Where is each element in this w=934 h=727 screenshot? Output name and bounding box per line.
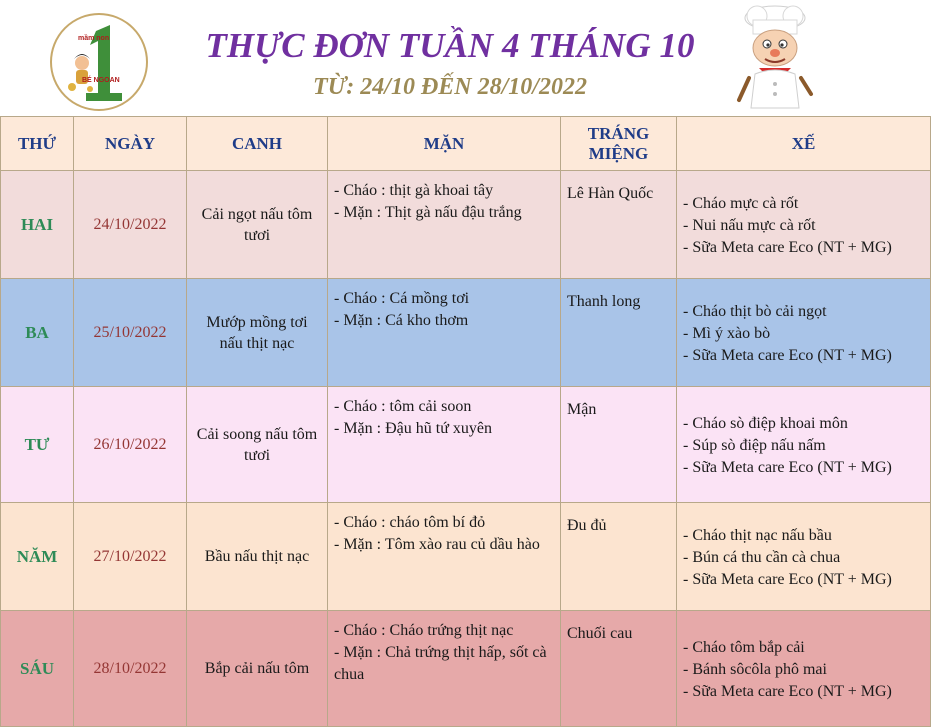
snack-line: - Sữa Meta care Eco (NT + MG) bbox=[683, 682, 892, 700]
day-cell: BA bbox=[1, 279, 74, 387]
main-dish-cell bbox=[328, 503, 561, 611]
snack-cell bbox=[677, 387, 931, 503]
main-dish-cell bbox=[328, 611, 561, 727]
date-cell: 27/10/2022 bbox=[74, 503, 187, 611]
school-logo-icon bbox=[52, 15, 146, 109]
soup-cell: Bầu nấu thịt nạc bbox=[187, 503, 328, 611]
snack-line: - Cháo mực cà rốt bbox=[683, 194, 799, 212]
main-dish-line: - Cháo : tôm cải soon bbox=[334, 398, 472, 415]
header-trang-mieng-line2: MIỆNG bbox=[588, 143, 649, 163]
snack-line: - Sữa Meta care Eco (NT + MG) bbox=[683, 238, 892, 256]
snack-line: - Cháo tôm bắp cải bbox=[683, 638, 805, 656]
main-dish-cell bbox=[328, 171, 561, 279]
header-thu: THỨ bbox=[1, 117, 74, 171]
table-row bbox=[1, 611, 931, 727]
snack-line: - Sữa Meta care Eco (NT + MG) bbox=[683, 458, 892, 476]
snack-cell bbox=[677, 503, 931, 611]
table-row bbox=[1, 387, 931, 503]
soup-cell: Bắp cải nấu tôm bbox=[187, 611, 328, 727]
main-dish-line: - Mặn : Tôm xào rau củ dầu hào bbox=[334, 536, 540, 553]
main-dish-cell bbox=[328, 387, 561, 503]
main-dish-cell bbox=[328, 279, 561, 387]
date-cell: 28/10/2022 bbox=[74, 611, 187, 727]
snack-cell bbox=[677, 611, 931, 727]
main-dish-line: - Cháo : Cá mồng tơi bbox=[334, 290, 470, 307]
snack-line: - Mì ý xào bò bbox=[683, 324, 771, 342]
snack-line: - Bánh sôcôla phô mai bbox=[683, 660, 827, 678]
page-header bbox=[0, 0, 934, 116]
snack-line: - Sữa Meta care Eco (NT + MG) bbox=[683, 570, 892, 588]
date-cell: 24/10/2022 bbox=[74, 171, 187, 279]
soup-cell: Cải soong nấu tôm tươi bbox=[187, 387, 328, 503]
page-subtitle: TỪ: 24/10 ĐẾN 28/10/2022 bbox=[313, 74, 587, 100]
main-dish-line: - Cháo : cháo tôm bí đỏ bbox=[334, 514, 486, 531]
snack-cell bbox=[677, 171, 931, 279]
soup-cell: Mướp mồng tơi nấu thịt nạc bbox=[187, 279, 328, 387]
dessert-cell: Lê Hàn Quốc bbox=[561, 171, 677, 279]
logo-tagline: mầm non bbox=[78, 35, 110, 42]
table-row bbox=[1, 279, 931, 387]
snack-cell bbox=[677, 279, 931, 387]
school-logo bbox=[50, 13, 148, 111]
weekly-menu-table bbox=[0, 116, 931, 727]
header-trang-mieng bbox=[561, 117, 677, 171]
day-cell: HAI bbox=[1, 171, 74, 279]
header-trang-mieng-line1: TRÁNG bbox=[587, 123, 650, 143]
table-row bbox=[1, 503, 931, 611]
snack-line: - Nui nấu mực cà rốt bbox=[683, 216, 816, 234]
soup-cell: Cải ngọt nấu tôm tươi bbox=[187, 171, 328, 279]
date-cell: 25/10/2022 bbox=[74, 279, 187, 387]
main-dish-line: - Cháo : Cháo trứng thịt nạc bbox=[334, 622, 514, 639]
logo-school-name: BÉ NGOAN bbox=[82, 77, 120, 84]
day-cell: NĂM bbox=[1, 503, 74, 611]
table-header-row bbox=[1, 117, 931, 171]
snack-line: - Bún cá thu cần cà chua bbox=[683, 548, 841, 566]
dessert-cell: Thanh long bbox=[561, 279, 677, 387]
day-cell: TƯ bbox=[1, 387, 74, 503]
main-dish-line: - Cháo : thịt gà khoai tây bbox=[334, 182, 494, 199]
page-title: THỰC ĐƠN TUẦN 4 THÁNG 10 bbox=[205, 26, 695, 65]
main-dish-line: - Mặn : Đậu hũ tứ xuyên bbox=[334, 420, 492, 437]
main-dish-line: - Mặn : Chả trứng thịt hấp, sốt cà chua bbox=[334, 644, 547, 683]
date-cell: 26/10/2022 bbox=[74, 387, 187, 503]
main-dish-line: - Mặn : Cá kho thơm bbox=[334, 312, 469, 329]
chef-mascot-icon bbox=[735, 4, 815, 112]
header-canh: CANH bbox=[187, 117, 328, 171]
snack-line: - Cháo sò điệp khoai môn bbox=[683, 414, 848, 432]
snack-line: - Cháo thịt bò cải ngọt bbox=[683, 302, 827, 320]
header-man: MẶN bbox=[328, 117, 561, 171]
table-row bbox=[1, 171, 931, 279]
header-xe: XẾ bbox=[677, 117, 931, 171]
dessert-cell: Đu đủ bbox=[561, 503, 677, 611]
snack-line: - Cháo thịt nạc nấu bầu bbox=[683, 526, 832, 544]
dessert-cell: Chuối cau bbox=[561, 611, 677, 727]
snack-line: - Sữa Meta care Eco (NT + MG) bbox=[683, 346, 892, 364]
snack-line: - Súp sò điệp nấu nấm bbox=[683, 436, 826, 454]
dessert-cell: Mận bbox=[561, 387, 677, 503]
day-cell: SÁU bbox=[1, 611, 74, 727]
main-dish-line: - Mặn : Thịt gà nấu đậu trắng bbox=[334, 204, 522, 221]
header-ngay: NGÀY bbox=[74, 117, 187, 171]
